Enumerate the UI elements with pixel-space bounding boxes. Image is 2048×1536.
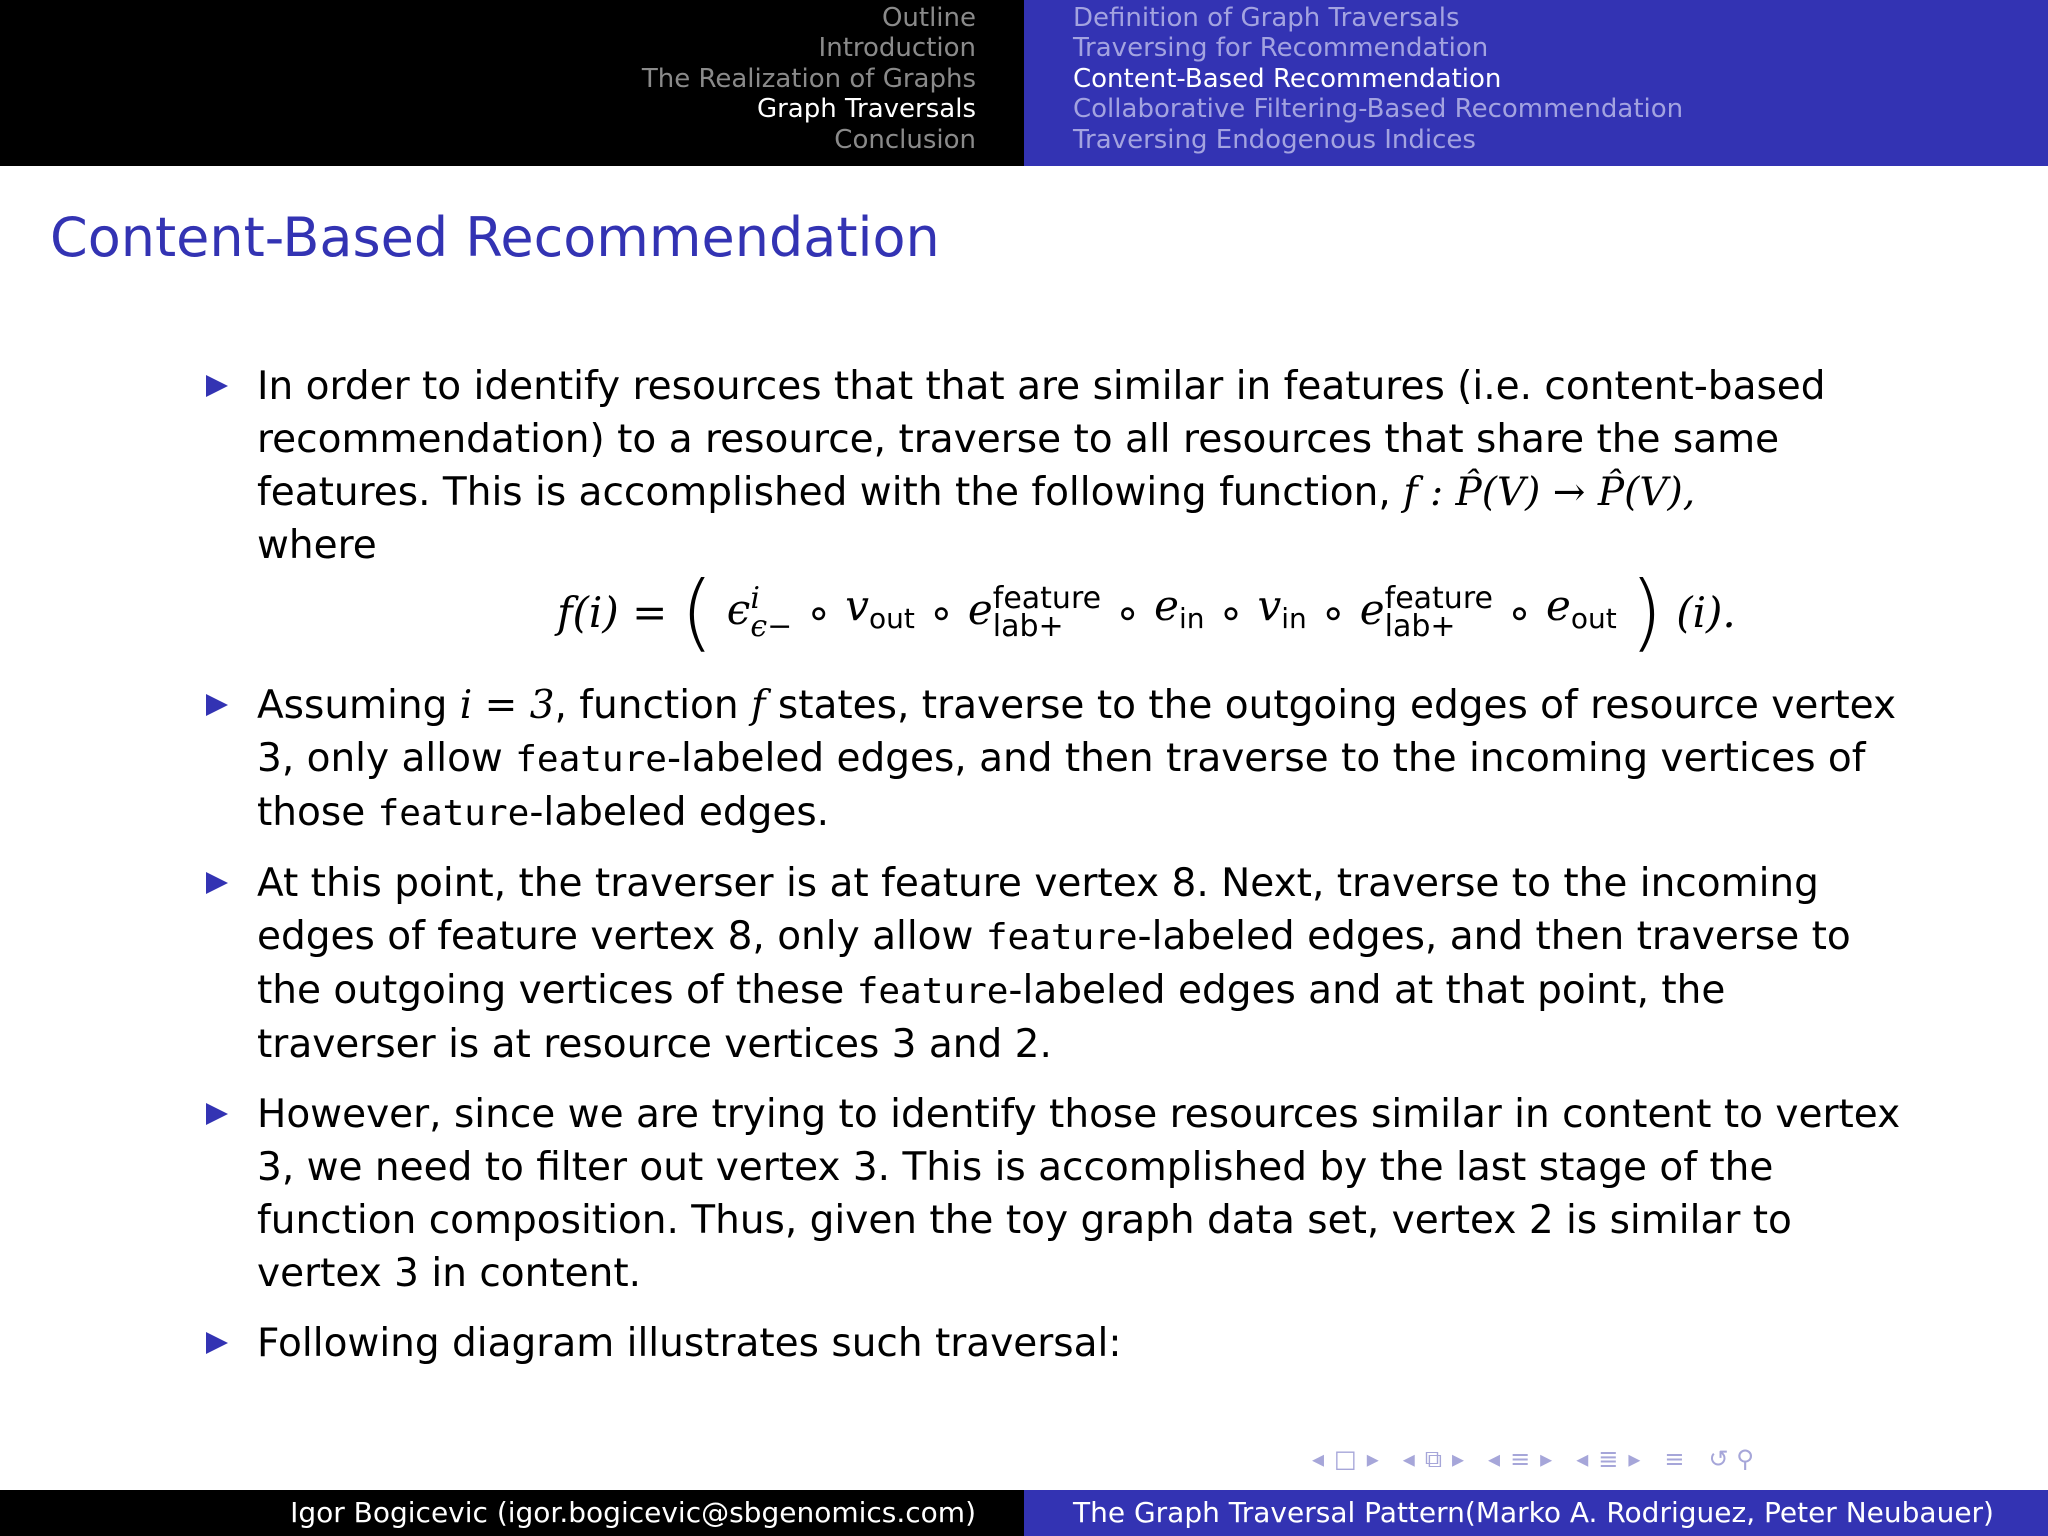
bullet-1-text: In order to identify resources that that are similar in features (i.e. content-based recommendation) to a resource, traverse to all resources that share the same features. This is accomplished with the following function, (257, 364, 1826, 515)
bullet-2-text-c: states, traverse to the outgoing edges of resource vertex 3, only allow (257, 683, 1897, 781)
bullet-2-math-f: f (751, 683, 766, 728)
bullet-4-text: However, since we are trying to identify those resources similar in content to vertex 3, we need to filter out vertex 3. This is accomplished by the last stage of the function composition. Thus, given the toy graph data set, vertex 2 is similar to vertex 3 in content. (257, 1092, 1901, 1296)
bullet-2-text-a: Assuming (257, 683, 448, 728)
bullet-3-text-a: At this point, the traverser is at feature vertex 8. Next, traverse to the incoming edges of feature vertex 8, only allow (257, 861, 1819, 959)
bullet-2-text-d: -labeled edges, and then traverse to the incoming vertices of those (257, 736, 1866, 835)
lab-subscript: lab+ (1384, 608, 1456, 644)
equation-e-out (1546, 579, 1617, 645)
bullet-3-code-feature: feature (856, 971, 1009, 1012)
nav-section-icon[interactable]: ≡ (1510, 1445, 1531, 1473)
compose-4: ∘ (1217, 587, 1245, 637)
nav-arrow-right-icon[interactable]: ▸ (1628, 1445, 1641, 1473)
v-symbol: v (1257, 581, 1282, 630)
epsilon-scripts (750, 580, 793, 644)
header-bar (0, 0, 2048, 166)
bullet-2-code-feature: feature (515, 739, 667, 780)
e-lab-scripts (992, 580, 1102, 644)
nav-frame-icon[interactable]: □ (1334, 1445, 1357, 1473)
bullet-2-text-b: , function (554, 683, 739, 728)
nav-section-introduction[interactable]: Introduction (818, 33, 976, 64)
footer-bar (0, 1490, 2048, 1536)
compose-2: ∘ (928, 587, 955, 637)
bullet-item-2 (206, 679, 1906, 840)
nav-arrow-left-icon[interactable]: ◂ (1312, 1445, 1325, 1473)
in-subscript: in (1281, 602, 1307, 635)
nav-subsection-traversing-recommendation[interactable]: Traversing for Recommendation (1073, 33, 1489, 64)
out-subscript: out (1570, 602, 1617, 635)
e-lab-scripts (1384, 580, 1493, 644)
in-subscript: in (1178, 602, 1205, 635)
nav-section-realization[interactable]: The Realization of Graphs (641, 63, 976, 94)
feature-superscript: feature (1384, 580, 1493, 616)
beamer-navigation (1312, 1444, 1754, 1474)
bullet-1-function-signature: f : P̂(V) → P̂(V), (1403, 470, 1696, 515)
nav-document-icon[interactable]: ≣ (1598, 1445, 1619, 1473)
compose-5: ∘ (1320, 587, 1347, 637)
section-nav (0, 0, 1024, 166)
nav-arrow-right-icon[interactable]: ▸ (1540, 1445, 1553, 1473)
nav-subsection-endogenous[interactable]: Traversing Endogenous Indices (1073, 124, 1476, 155)
compose-1: ∘ (805, 587, 832, 637)
nav-subsection-collaborative[interactable]: Collaborative Filtering-Based Recommendation (1073, 94, 1684, 125)
equation-epsilon-term (726, 580, 793, 644)
bullet-2-math-i: i = 3 (459, 683, 555, 728)
bullet-5-text: Following diagram illustrates such traversal: (257, 1321, 1122, 1366)
equation-e-in (1154, 579, 1204, 645)
subsection-nav (1024, 0, 2048, 166)
bullet-3-text-c: -labeled edges and at that point, the traverser is at resource vertices 3 and 2. (257, 968, 1726, 1067)
bullet-2-text-e: -labeled edges. (529, 790, 830, 835)
nav-section-outline[interactable]: Outline (881, 3, 976, 33)
equation-e-lab-2 (1359, 580, 1493, 644)
nav-subsection-definition[interactable]: Definition of Graph Traversals (1073, 3, 1460, 33)
e-symbol: e (1154, 581, 1179, 630)
nav-arrow-left-icon[interactable]: ◂ (1402, 1445, 1415, 1473)
bullet-item-5 (206, 1317, 1906, 1370)
out-subscript: out (869, 602, 915, 635)
epsilon-subscript: ϵ− (750, 608, 793, 644)
bullet-triangle-icon (206, 694, 228, 716)
epsilon-superscript: i (750, 580, 760, 616)
compose-6: ∘ (1506, 587, 1533, 637)
bullet-list (206, 360, 1906, 1387)
nav-arrow-left-icon[interactable]: ◂ (1488, 1445, 1501, 1473)
nav-section-graph-traversals[interactable]: Graph Traversals (756, 94, 976, 125)
nav-arrow-right-icon[interactable]: ▸ (1451, 1445, 1465, 1473)
e-symbol: e (1359, 585, 1385, 635)
equation (257, 563, 1906, 662)
bullet-1-where: where (257, 523, 377, 568)
nav-subsection-icon[interactable]: ⧉ (1424, 1445, 1442, 1473)
bullet-item-3 (206, 857, 1906, 1071)
footer-title: The Graph Traversal Pattern(Marko A. Rodriguez, Peter Neubauer) (1024, 1490, 2048, 1536)
equation-e-lab-1 (967, 580, 1102, 644)
nav-section-conclusion[interactable]: Conclusion (834, 124, 976, 155)
bullet-3-code-feature: feature (985, 917, 1138, 958)
nav-arrow-left-icon[interactable]: ◂ (1576, 1445, 1589, 1473)
nav-subsection-content-based[interactable]: Content-Based Recommendation (1073, 63, 1502, 94)
v-symbol: v (845, 581, 870, 630)
bullet-item-1 (206, 360, 1906, 662)
e-symbol: e (1545, 581, 1571, 630)
frame-title: Content-Based Recommendation (50, 206, 940, 269)
equation-close-paren: ) (1630, 563, 1663, 661)
equation-open-paren: ( (680, 563, 714, 661)
bullet-triangle-icon (206, 1103, 228, 1125)
equation-rhs: (i). (1676, 587, 1736, 637)
equation-lhs: f(i) = (557, 587, 668, 637)
e-symbol: e (967, 585, 993, 635)
compose-3: ∘ (1114, 587, 1141, 637)
bullet-3-text-b: -labeled edges, and then traverse to the outgoing vertices of these (257, 914, 1851, 1013)
bullet-2-code-feature: feature (377, 793, 530, 834)
footer-author: Igor Bogicevic (igor.bogicevic@sbgenomics.com) (0, 1490, 1024, 1536)
bullet-triangle-icon (206, 375, 228, 397)
feature-superscript: feature (992, 580, 1102, 616)
epsilon-symbol: ϵ (726, 585, 751, 635)
bullet-triangle-icon (206, 872, 228, 894)
equation-v-out (845, 579, 915, 645)
nav-arrow-right-icon[interactable]: ▸ (1366, 1445, 1379, 1473)
equation-v-in (1258, 579, 1307, 645)
nav-align-icon[interactable]: ≡ (1664, 1445, 1685, 1473)
nav-search-icon[interactable]: ↺ ⚲ (1708, 1445, 1754, 1473)
bullet-item-4 (206, 1088, 1906, 1300)
bullet-triangle-icon (206, 1332, 228, 1354)
lab-subscript: lab+ (992, 608, 1064, 644)
